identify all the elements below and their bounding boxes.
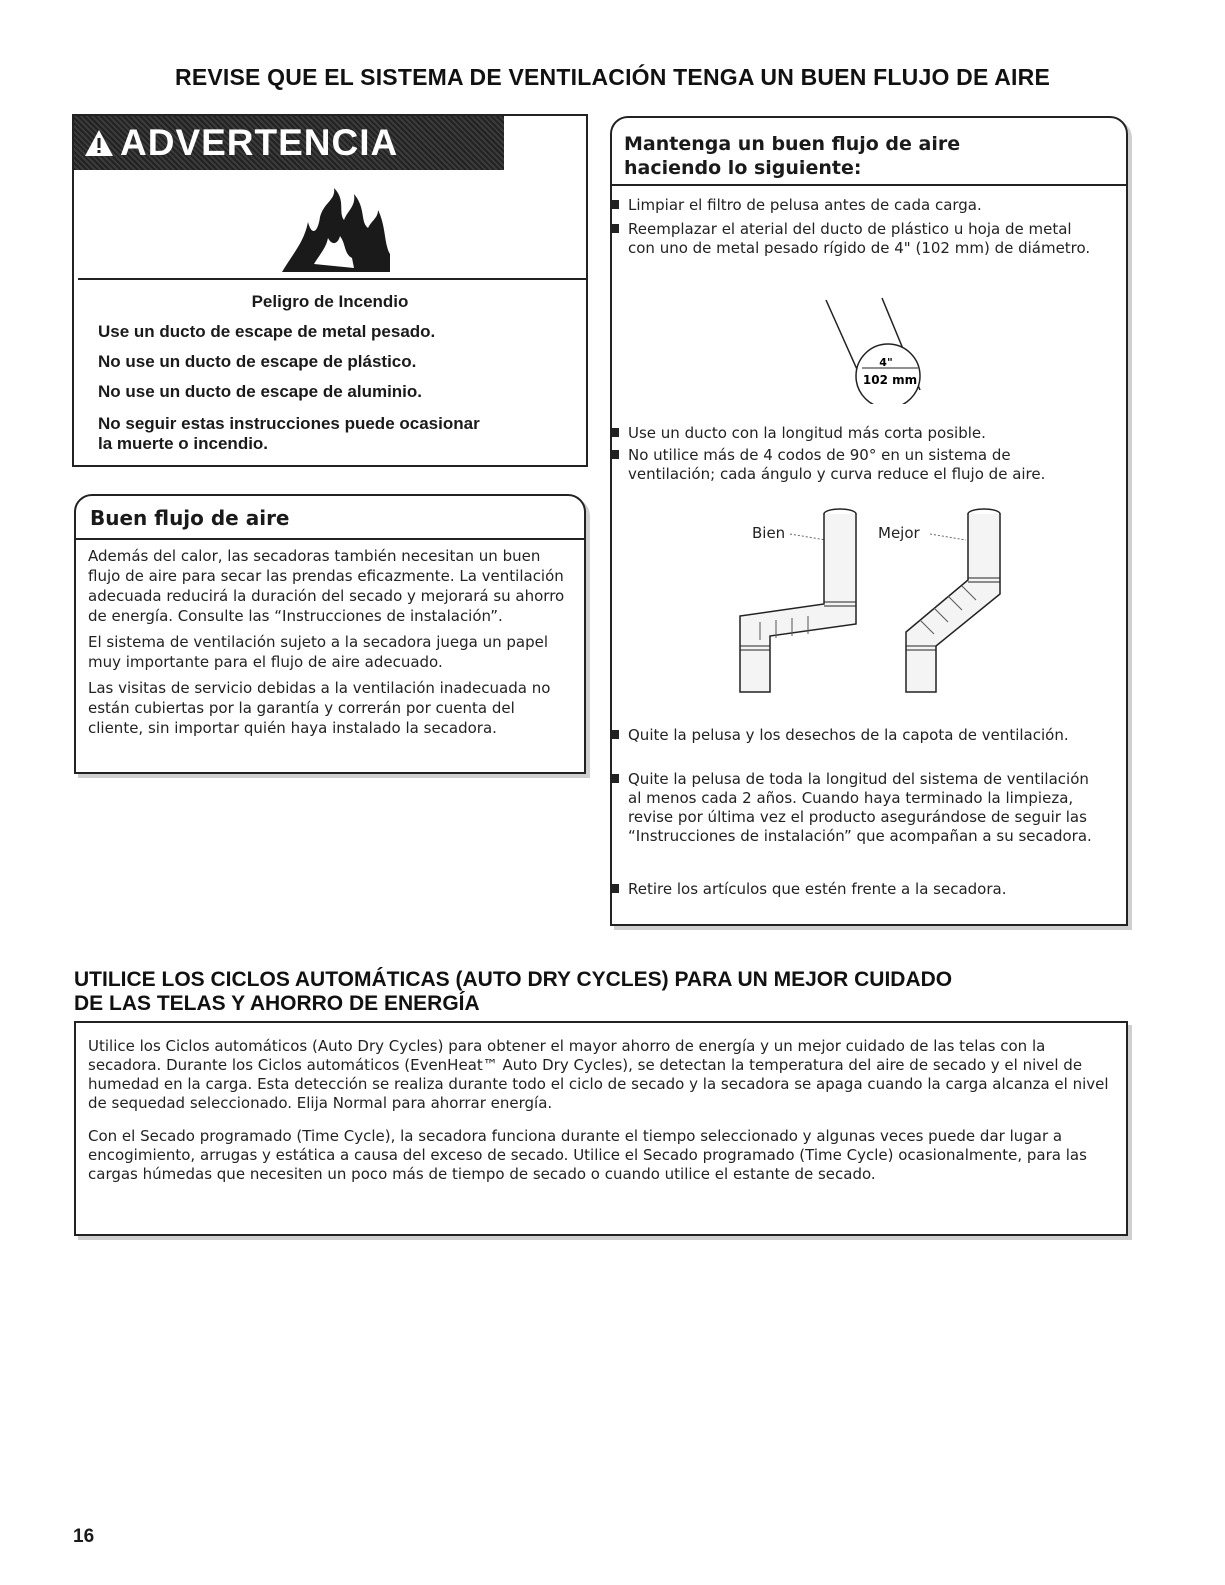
list-item: Retire los artículos que estén frente a la secadora.: [628, 880, 1093, 899]
warning-title: Peligro de Incendio: [251, 292, 409, 311]
section-heading-line1: UTILICE LOS CICLOS AUTOMÁTICAS (AUTO DRY CYCLES) PARA UN MEJOR CUIDADO: [74, 968, 953, 991]
warning-line: la muerte o incendio.: [98, 434, 269, 453]
list-item: No utilice más de 4 codos de 90° en un sistema de ventilación; cada ángulo y curva reduce el flujo de aire.: [628, 446, 1093, 484]
buen-flujo-title: Buen flujo de aire: [90, 506, 290, 530]
warning-line: No seguir estas instrucciones puede ocasionar: [98, 414, 480, 433]
box-divider: [612, 184, 1126, 186]
paragraph: Utilice los Ciclos automáticos (Auto Dry Cycles) para obtener el mayor ahorro de energía y un mejor cuidado de las telas con la secadora. Durante los Ciclos automáticos (EvenHeat™ Auto Dry Cycles), se detectan la temperatura del aire de secado y el nivel de humedad en la carga. Esta detección se realiza durante todo el ciclo de secado y la secadora se apaga cuando la carga alcanza el nivel de sequedad seleccionado. Elija Normal para ahorrar energía.: [88, 1037, 1109, 1112]
warning-line: No use un ducto de escape de aluminio.: [98, 382, 423, 401]
label-bien: Bien: [752, 524, 786, 542]
page-number: 16: [73, 1526, 95, 1547]
elbow-duct-diagram: [720, 506, 1020, 700]
warning-banner-text: ADVERTENCIA: [120, 122, 399, 163]
buen-flujo-text: [88, 546, 568, 744]
duct-diameter-diagram: [810, 294, 950, 404]
warning-banner: [74, 116, 504, 170]
warning-line: No use un ducto de escape de plástico.: [98, 352, 417, 371]
warning-divider: [78, 278, 586, 280]
paragraph: El sistema de ventilación sujeto a la secadora juega un papel muy importante para el flujo de aire adecuado.: [88, 633, 549, 671]
list-item: Quite la pelusa y los desechos de la capota de ventilación.: [628, 726, 1093, 745]
buen-flujo-box: [74, 494, 586, 774]
warning-box: [72, 114, 588, 467]
section-heading-line2: DE LAS TELAS Y AHORRO DE ENERGÍA: [74, 992, 480, 1015]
warning-triangle-icon: [84, 128, 114, 158]
mantenga-title-line2: haciendo lo siguiente:: [624, 157, 862, 179]
mantenga-title-line1: Mantenga un buen flujo de aire: [624, 133, 961, 155]
duct-label-mm: 102 mm: [862, 373, 918, 387]
mantenga-title: [624, 132, 960, 180]
label-mejor: Mejor: [878, 524, 920, 542]
paragraph: Las visitas de servicio debidas a la ventilación inadecuada no están cubiertas por la garantía y correrán por cuenta del cliente, sin importar quién haya instalado la secadora.: [88, 679, 551, 737]
box-divider: [76, 538, 584, 540]
list-item: Reemplazar el aterial del ducto de plástico u hoja de metal con uno de metal pesado rígido de 4" (102 mm) de diámetro.: [628, 220, 1093, 258]
list-item: Limpiar el filtro de pelusa antes de cada carga.: [628, 196, 1093, 215]
list-item: Quite la pelusa de toda la longitud del sistema de ventilación al menos cada 2 años. Cuando haya terminado la limpieza, revise por última vez el producto asegurándose de seguir las “Instrucciones de instalación” que acompañan a su secadora.: [628, 770, 1092, 845]
fire-icon: [274, 182, 394, 274]
paragraph: Con el Secado programado (Time Cycle), la secadora funciona durante el tiempo seleccionado y algunas veces puede dar lugar a encogimiento, arrugas y estática a causa del exceso de secado. Utilice el Secado programado (Time Cycle) ocasionalmente, para las cargas húmedas que necesiten un poco más de tiempo de secado o cuando utilice el estante de secado.: [88, 1127, 1087, 1183]
duct-label-inches: 4": [879, 356, 893, 369]
auto-dry-box: [74, 1021, 1128, 1236]
auto-dry-text: [88, 1037, 1112, 1198]
list-item: Use un ducto con la longitud más corta posible.: [628, 424, 1093, 443]
paragraph: Además del calor, las secadoras también necesitan un buen flujo de aire para secar las prendas eficazmente. La ventilación adecuada reducirá la duración del secado y mejorará su ahorro de energía. Consulte las “Instrucciones de instalación”.: [88, 547, 565, 625]
page-heading: REVISE QUE EL SISTEMA DE VENTILACIÓN TENGA UN BUEN FLUJO DE AIRE: [175, 64, 1050, 90]
warning-line: Use un ducto de escape de metal pesado.: [98, 322, 436, 341]
